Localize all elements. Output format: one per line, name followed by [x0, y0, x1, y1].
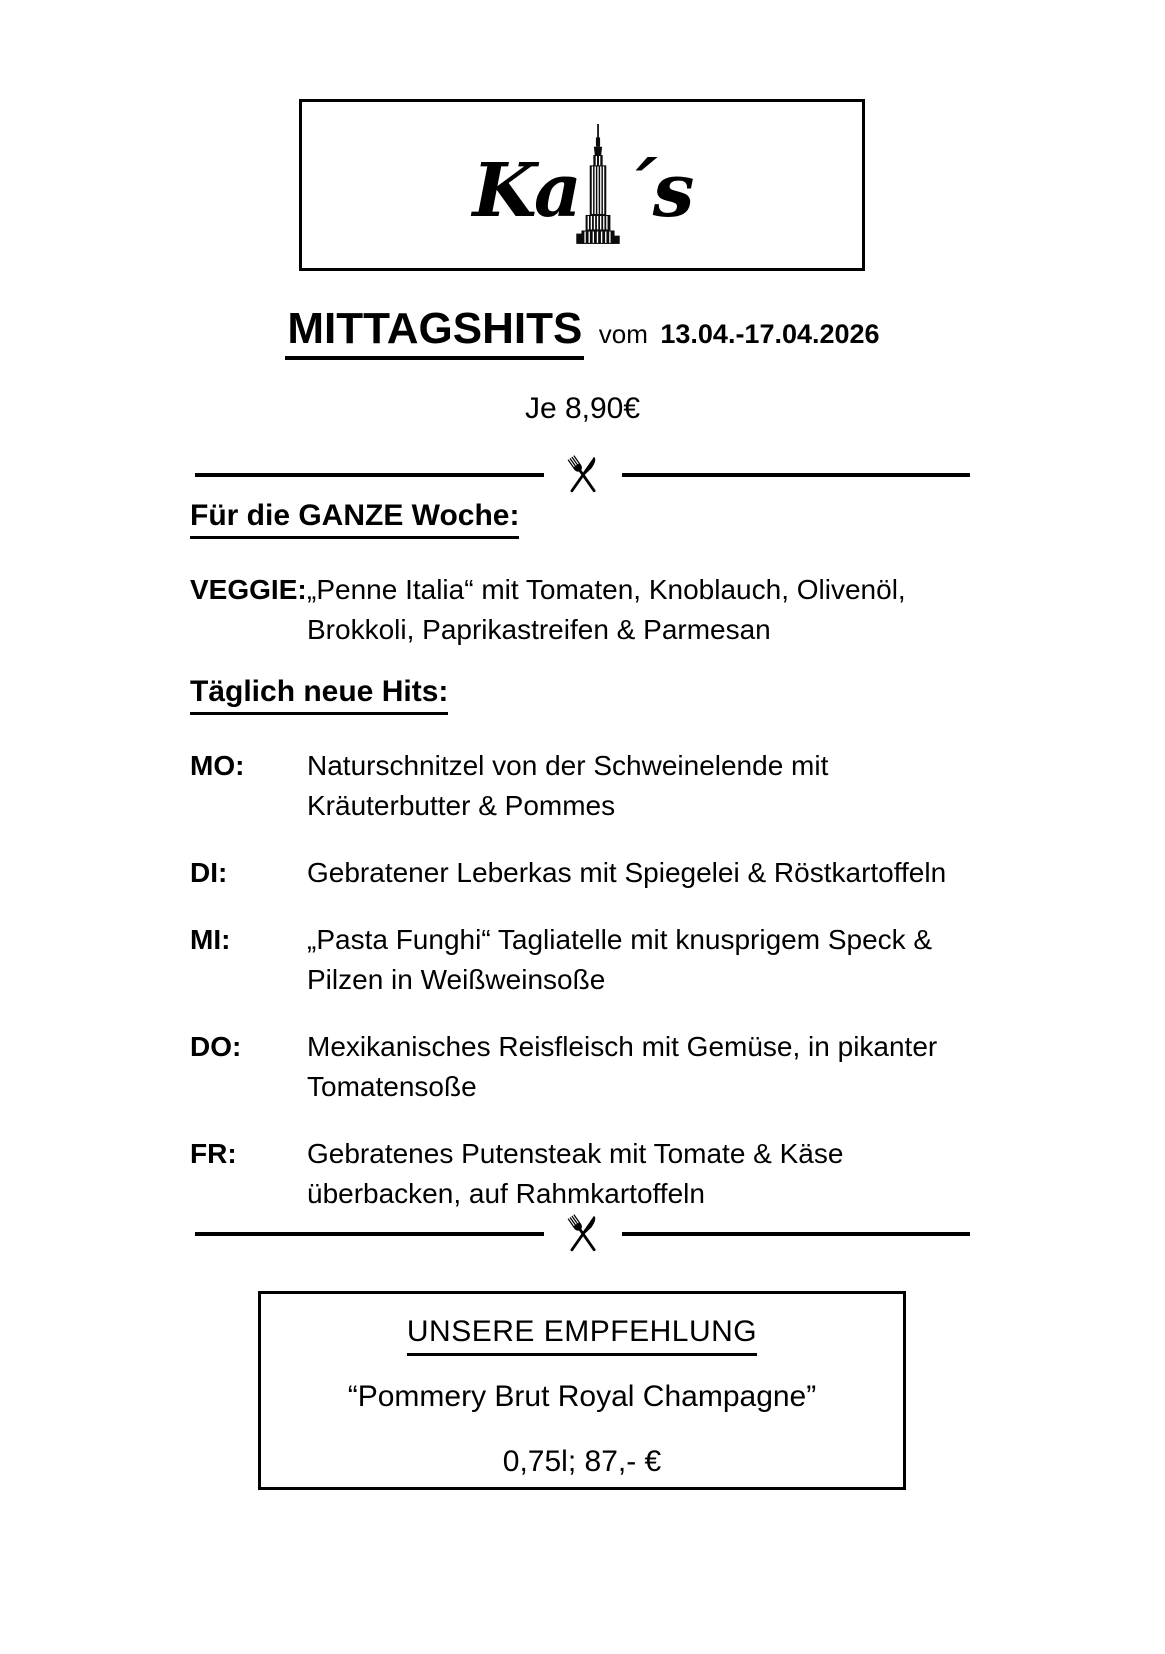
item-label: FR:: [190, 1138, 237, 1169]
item-description: [307, 1134, 1140, 1214]
recommendation-heading: UNSERE EMPFEHLUNG: [407, 1315, 757, 1356]
item-description-line: „Pasta Funghi“ Tagliatelle mit knusprigem Speck &: [307, 924, 933, 955]
divider-top: [195, 450, 970, 502]
item-description: [307, 746, 1140, 826]
title-date-range: 13.04.-17.04.2026: [660, 319, 880, 349]
item-label: DI:: [190, 857, 228, 888]
empire-state-building-icon: [575, 124, 621, 246]
title-main: MITTAGSHITS: [285, 304, 584, 360]
daily-section-heading: [190, 675, 448, 715]
item-description-line: „Penne Italia“ mit Tomaten, Knoblauch, Olivenöl,: [307, 574, 906, 605]
menu-item-friday: [190, 1134, 1140, 1214]
item-description: [307, 570, 1140, 650]
item-label: MI:: [190, 924, 231, 955]
fork-knife-icon: [544, 450, 622, 500]
item-description: [307, 853, 1140, 893]
item-description-line: Mexikanisches Reisfleisch mit Gemüse, in pikanter: [307, 1031, 938, 1062]
menu-item-veggie: [190, 570, 1140, 650]
fork-knife-icon: [544, 1209, 622, 1259]
page-title: [0, 304, 1165, 354]
logo-text-after: ´s: [618, 148, 692, 234]
recommendation-price: 0,75l; 87,- €: [502, 1445, 662, 1478]
title-connector: vom: [598, 319, 648, 349]
item-description-line: Naturschnitzel von der Schweinelende mit: [307, 750, 829, 781]
item-description: [307, 920, 1140, 1000]
item-description-line: Gebratenes Putensteak mit Tomate & Käse: [307, 1138, 844, 1169]
restaurant-logo: [473, 124, 692, 246]
item-description-line: Tomatensoße: [307, 1071, 477, 1102]
item-description-line: Kräuterbutter & Pommes: [307, 790, 616, 821]
item-description-line: überbacken, auf Rahmkartoffeln: [307, 1178, 705, 1209]
menu-item-monday: [190, 746, 1140, 826]
divider-bottom: [195, 1209, 970, 1261]
recommendation-product: “Pommery Brut Royal Champagne”: [347, 1380, 817, 1413]
menu-item-wednesday: [190, 920, 1140, 1000]
item-label: MO:: [190, 750, 245, 781]
daily-items: [190, 746, 1140, 1241]
item-description-line: Pilzen in Weißweinsoße: [307, 964, 606, 995]
item-label: VEGGIE:: [190, 574, 307, 605]
item-description: [307, 1027, 1140, 1107]
daily-section-heading-text: Täglich neue Hits:: [190, 675, 448, 715]
week-section-heading-text: Für die GANZE Woche:: [190, 499, 519, 539]
logo-box: [299, 99, 865, 271]
item-description-line: Brokkoli, Paprikastreifen & Parmesan: [307, 614, 771, 645]
menu-item-thursday: [190, 1027, 1140, 1107]
menu-item-tuesday: [190, 853, 1140, 893]
price-line: Je 8,90€: [524, 392, 641, 425]
item-label: DO:: [190, 1031, 242, 1062]
recommendation-box: [258, 1291, 906, 1490]
logo-text-before: Ka: [472, 148, 579, 234]
item-description-line: Gebratener Leberkas mit Spiegelei & Röstkartoffeln: [307, 857, 947, 888]
week-section-heading: [190, 499, 519, 539]
week-items: [190, 570, 1140, 677]
